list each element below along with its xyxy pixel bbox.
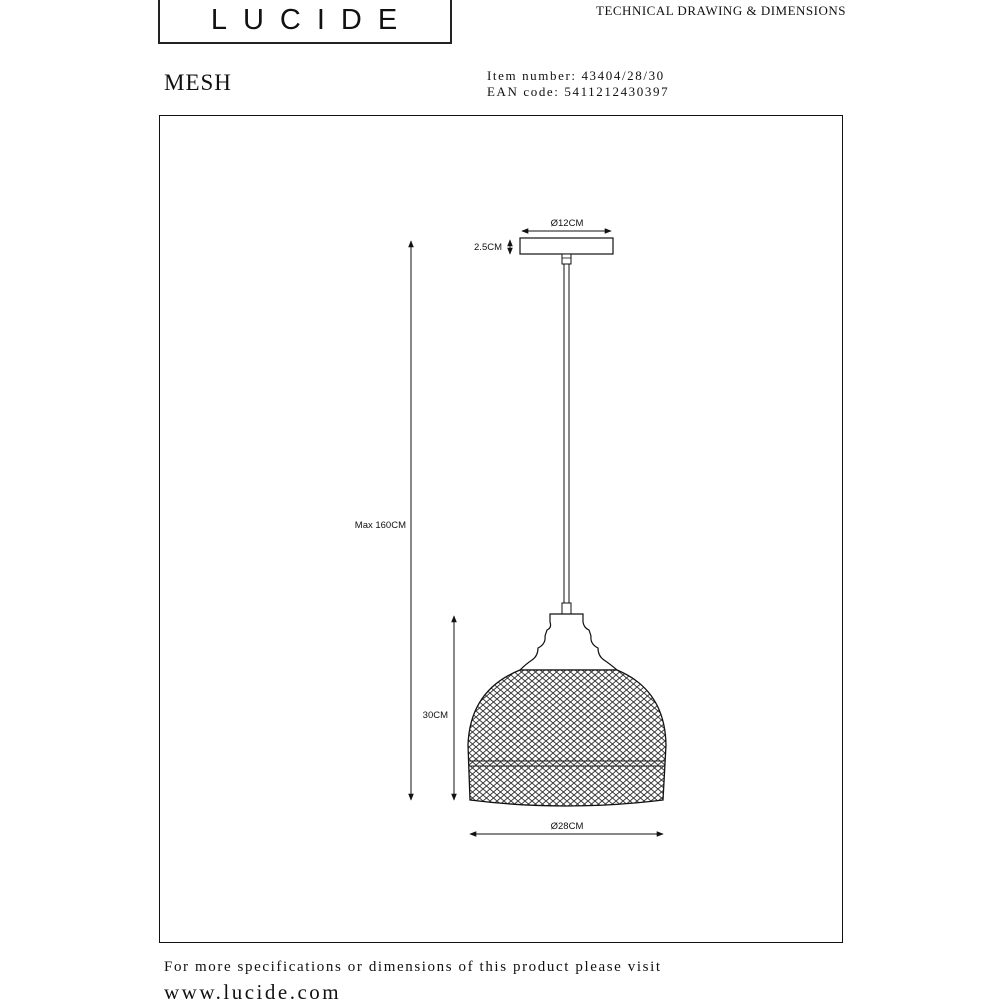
cable-grip (562, 603, 571, 614)
canopy (520, 238, 613, 254)
document-type-title: TECHNICAL DRAWING & DIMENSIONS (596, 3, 846, 18)
lamp-holder (520, 614, 617, 670)
max-height-label: Max 160CM (354, 520, 406, 531)
shade-height-label: 30CM (422, 710, 448, 721)
footer-note: For more specifications or dimensions of this product please visit (164, 959, 662, 975)
item-number: Item number: 43404/28/30 (487, 68, 665, 83)
ean-code: EAN code: 5411212430397 (487, 84, 670, 99)
canopy-diameter-label: Ø12CM (550, 218, 584, 229)
logo-text: LUCIDE (210, 4, 414, 36)
canopy-height-label: 2.5CM (474, 242, 502, 253)
product-name: MESH (164, 70, 232, 95)
canopy-connector (562, 254, 571, 264)
website-link[interactable]: www.lucide.com (164, 980, 342, 1004)
shade-diameter-label: Ø28CM (550, 821, 584, 832)
mesh-shade (468, 670, 666, 806)
